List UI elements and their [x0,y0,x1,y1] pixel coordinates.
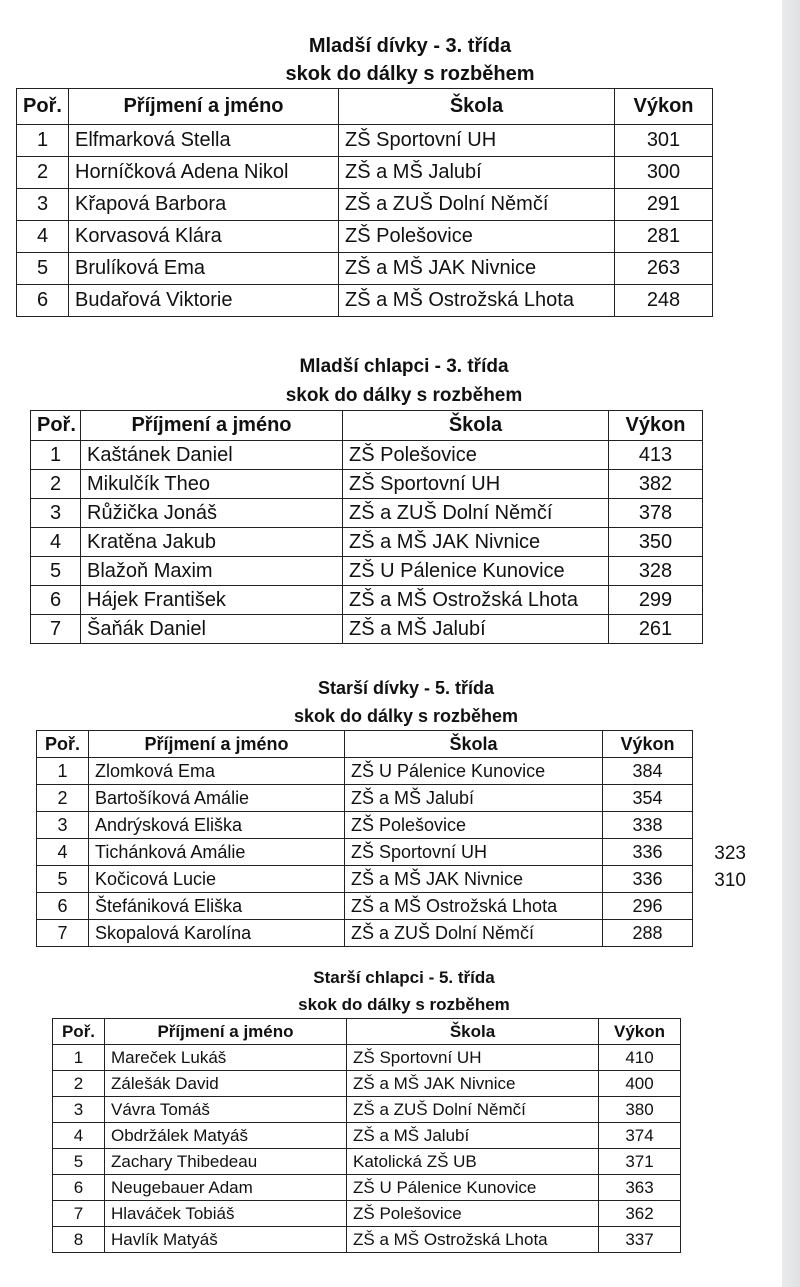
school-cell: ZŠ a MŠ Ostrožská Lhota [345,893,603,920]
tiebreak-value: 323 [714,843,746,864]
section-title: Starší dívky - 5. třída [317,678,495,698]
table-row [31,470,703,499]
school-cell: ZŠ Polešovice [339,221,615,253]
header-rank: Poř. [37,731,89,758]
header-performance: Výkon [609,411,703,441]
header-school: Škola [339,89,615,125]
school-cell: ZŠ a MŠ Ostrožská Lhota [347,1227,599,1253]
name-cell: Brulíková Ema [69,253,339,285]
rank-cell: 2 [37,785,89,812]
rank-cell: 1 [17,125,69,157]
performance-cell: 413 [609,441,703,470]
section-older-boys [52,964,680,1253]
rank-cell: 5 [37,866,89,893]
rank-cell: 5 [53,1149,105,1175]
performance-cell: 336 [603,839,693,866]
school-cell: ZŠ a MŠ Jalubí [339,157,615,189]
header-rank: Poř. [31,411,81,441]
name-cell: Zachary Thibedeau [105,1149,347,1175]
name-cell: Hájek František [81,586,343,615]
rank-cell: 4 [37,839,89,866]
table-row [53,1071,681,1097]
table-row [31,499,703,528]
rank-cell: 6 [53,1175,105,1201]
rank-cell: 4 [17,221,69,253]
performance-cell: 371 [599,1149,681,1175]
section-subtitle: skok do dálky s rozběhem [293,706,519,726]
table-row [17,157,713,189]
section-older-girls [36,674,692,947]
section-subtitle: skok do dálky s rozběhem [285,63,535,85]
header-school: Škola [345,731,603,758]
performance-cell: 337 [599,1227,681,1253]
table-row [37,812,693,839]
table-row [37,785,693,812]
table-row [17,189,713,221]
performance-cell: 380 [599,1097,681,1123]
section-younger-girls [16,32,712,317]
school-cell: ZŠ a MŠ JAK Nivnice [347,1071,599,1097]
rank-cell: 2 [31,470,81,499]
school-cell: ZŠ a MŠ JAK Nivnice [339,253,615,285]
name-cell: Korvasová Klára [69,221,339,253]
rank-cell: 6 [31,586,81,615]
school-cell: ZŠ a ZUŠ Dolní Němčí [343,499,609,528]
performance-cell: 291 [615,189,713,221]
rank-cell: 1 [31,441,81,470]
table-row [31,441,703,470]
section-title: Mladší dívky - 3. třída [308,35,512,57]
school-cell: ZŠ Sportovní UH [339,125,615,157]
rank-cell: 5 [17,253,69,285]
table-row [17,125,713,157]
rank-cell: 5 [31,557,81,586]
table-row [31,557,703,586]
table-row [53,1201,681,1227]
school-cell: ZŠ a ZUŠ Dolní Němčí [339,189,615,221]
school-cell: ZŠ a MŠ Jalubí [345,785,603,812]
performance-cell: 410 [599,1045,681,1071]
rank-cell: 7 [31,615,81,644]
school-cell: ZŠ Polešovice [347,1201,599,1227]
performance-cell: 378 [609,499,703,528]
header-name: Příjmení a jméno [105,1019,347,1045]
performance-cell: 338 [603,812,693,839]
rank-cell: 1 [37,758,89,785]
table-row [53,1097,681,1123]
results-table [30,410,703,644]
school-cell: ZŠ Polešovice [343,441,609,470]
performance-cell: 362 [599,1201,681,1227]
school-cell: ZŠ Polešovice [345,812,603,839]
name-cell: Křapová Barbora [69,189,339,221]
school-cell: ZŠ a MŠ Jalubí [343,615,609,644]
table-row [37,839,693,866]
header-rank: Poř. [53,1019,105,1045]
performance-cell: 248 [615,285,713,317]
rank-cell: 2 [17,157,69,189]
name-cell: Kratěna Jakub [81,528,343,557]
name-cell: Šaňák Daniel [81,615,343,644]
performance-cell: 288 [603,920,693,947]
school-cell: ZŠ Sportovní UH [347,1045,599,1071]
header-performance: Výkon [603,731,693,758]
performance-cell: 300 [615,157,713,189]
school-cell: ZŠ a MŠ JAK Nivnice [345,866,603,893]
header-name: Příjmení a jméno [89,731,345,758]
performance-cell: 363 [599,1175,681,1201]
name-cell: Horníčková Adena Nikol [69,157,339,189]
tiebreak-value: 310 [714,870,746,891]
school-cell: ZŠ Sportovní UH [345,839,603,866]
school-cell: ZŠ U Pálenice Kunovice [345,758,603,785]
name-cell: Havlík Matyáš [105,1227,347,1253]
paper-edge [782,0,800,1287]
performance-cell: 336 [603,866,693,893]
section-subtitle: skok do dálky s rozběhem [298,995,510,1014]
name-cell: Štefániková Eliška [89,893,345,920]
header-name: Příjmení a jméno [69,89,339,125]
table-row [31,528,703,557]
performance-cell: 296 [603,893,693,920]
school-cell: ZŠ a MŠ Ostrožská Lhota [343,586,609,615]
performance-cell: 263 [615,253,713,285]
name-cell: Hlaváček Tobiáš [105,1201,347,1227]
table-row [53,1227,681,1253]
rank-cell: 4 [31,528,81,557]
name-cell: Kočicová Lucie [89,866,345,893]
performance-cell: 374 [599,1123,681,1149]
table-row [37,920,693,947]
performance-cell: 354 [603,785,693,812]
rank-cell: 8 [53,1227,105,1253]
name-cell: Budařová Viktorie [69,285,339,317]
header-performance: Výkon [615,89,713,125]
header-school: Škola [343,411,609,441]
school-cell: ZŠ U Pálenice Kunovice [343,557,609,586]
header-name: Příjmení a jméno [81,411,343,441]
school-cell: ZŠ a MŠ Jalubí [347,1123,599,1149]
section-subtitle: skok do dálky s rozběhem [285,385,523,406]
performance-cell: 301 [615,125,713,157]
school-cell: ZŠ Sportovní UH [343,470,609,499]
table-row [37,866,693,893]
performance-cell: 328 [609,557,703,586]
rank-cell: 3 [37,812,89,839]
school-cell: Katolická ZŠ UB [347,1149,599,1175]
section-younger-boys [30,352,702,644]
rank-cell: 7 [37,920,89,947]
name-cell: Skopalová Karolína [89,920,345,947]
header-school: Škola [347,1019,599,1045]
performance-cell: 350 [609,528,703,557]
name-cell: Zlomková Ema [89,758,345,785]
rank-cell: 3 [31,499,81,528]
name-cell: Elfmarková Stella [69,125,339,157]
school-cell: ZŠ a MŠ Ostrožská Lhota [339,285,615,317]
school-cell: ZŠ U Pálenice Kunovice [347,1175,599,1201]
rank-cell: 3 [53,1097,105,1123]
section-title: Starší chlapci - 5. třída [313,968,495,987]
rank-cell: 1 [53,1045,105,1071]
rank-cell: 2 [53,1071,105,1097]
table-row [17,221,713,253]
rank-cell: 6 [17,285,69,317]
header-rank: Poř. [17,89,69,125]
name-cell: Andrýsková Eliška [89,812,345,839]
name-cell: Bartošíková Amálie [89,785,345,812]
name-cell: Neugebauer Adam [105,1175,347,1201]
name-cell: Mikulčík Theo [81,470,343,499]
table-row [53,1045,681,1071]
rank-cell: 6 [37,893,89,920]
name-cell: Vávra Tomáš [105,1097,347,1123]
results-table [16,88,713,317]
table-row [37,893,693,920]
performance-cell: 382 [609,470,703,499]
performance-cell: 261 [609,615,703,644]
school-cell: ZŠ a MŠ JAK Nivnice [343,528,609,557]
name-cell: Zálešák David [105,1071,347,1097]
rank-cell: 4 [53,1123,105,1149]
header-performance: Výkon [599,1019,681,1045]
name-cell: Růžička Jonáš [81,499,343,528]
performance-cell: 400 [599,1071,681,1097]
table-row [31,586,703,615]
performance-cell: 281 [615,221,713,253]
table-row [31,615,703,644]
performance-cell: 384 [603,758,693,785]
name-cell: Obdržálek Matyáš [105,1123,347,1149]
table-row [53,1123,681,1149]
rank-cell: 7 [53,1201,105,1227]
school-cell: ZŠ a ZUŠ Dolní Němčí [347,1097,599,1123]
section-title: Mladší chlapci - 3. třída [299,356,509,377]
name-cell: Tichánková Amálie [89,839,345,866]
name-cell: Blažoň Maxim [81,557,343,586]
table-row [17,285,713,317]
name-cell: Mareček Lukáš [105,1045,347,1071]
rank-cell: 3 [17,189,69,221]
results-table [36,730,693,947]
performance-cell: 299 [609,586,703,615]
school-cell: ZŠ a ZUŠ Dolní Němčí [345,920,603,947]
results-table [52,1018,681,1253]
table-row [53,1175,681,1201]
table-row [17,253,713,285]
table-row [37,758,693,785]
name-cell: Kaštánek Daniel [81,441,343,470]
table-row [53,1149,681,1175]
